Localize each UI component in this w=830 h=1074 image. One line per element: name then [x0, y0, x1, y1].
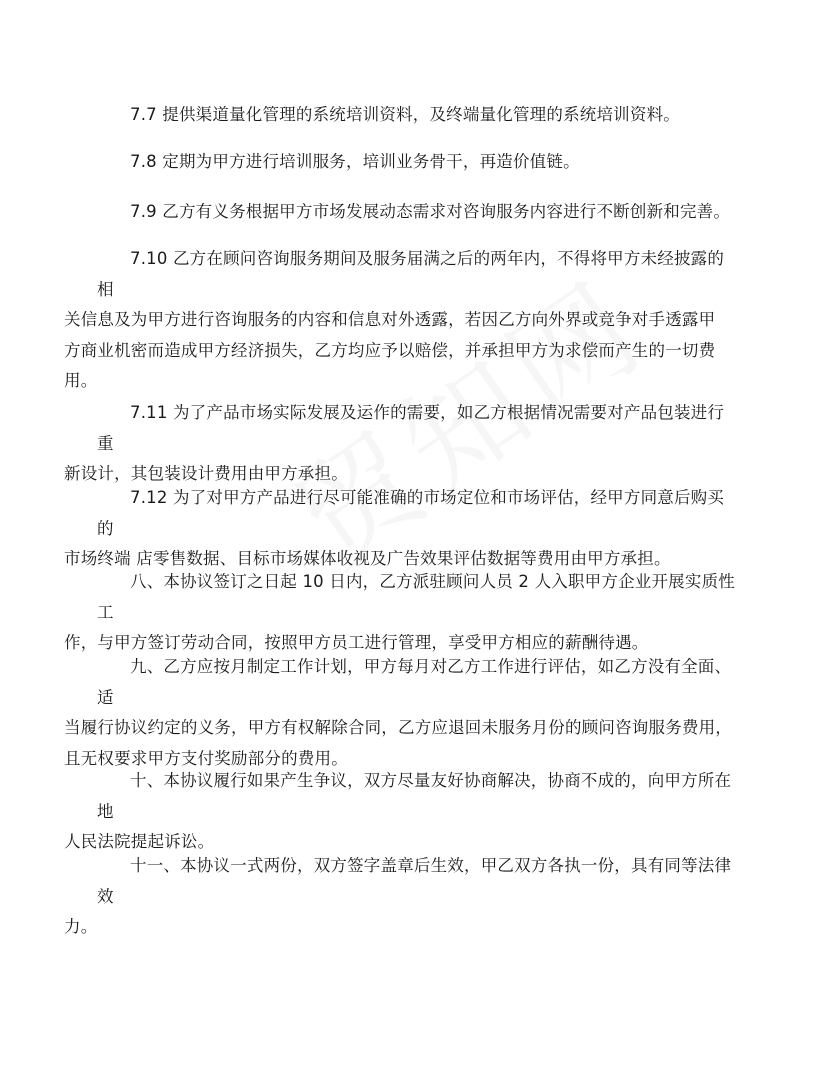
- paragraph-line: 新设计，其包装设计费用由甲方承担。: [64, 464, 348, 483]
- paragraph-line: 当履行协议约定的义务，甲方有权解除合同，乙方应退回未服务月份的顾问咨询服务费用，: [64, 718, 732, 737]
- paragraph-line: 十、本协议履行如果产生争议，双方尽量友好协商解决，协商不成的，向甲方所在地: [97, 771, 732, 821]
- paragraph-7-9: [97, 197, 737, 228]
- paragraph-line: 作，与甲方签订劳动合同，按照甲方员工进行管理，享受甲方相应的薪酬待遇。: [64, 633, 649, 652]
- paragraph-8: [64, 567, 737, 659]
- paragraph-7-8: [97, 147, 737, 178]
- paragraph-line: 7.11 为了产品市场实际发展及运作的需要，如乙方根据情况需要对产品包装进行重: [97, 403, 725, 453]
- paragraph-line: 力。: [64, 917, 98, 936]
- paragraph-line: 九、乙方应按月制定工作计划，甲方每月对乙方工作进行评估，如乙方没有全面、适: [97, 657, 732, 707]
- paragraph-9: [64, 652, 737, 774]
- paragraph-line: 用。: [64, 371, 98, 390]
- paragraph-line: 十一、本协议一式两份，双方签字盖章后生效，甲乙双方各执一份，具有同等法律效: [97, 856, 732, 906]
- paragraph-10: [64, 766, 737, 858]
- paragraph-line: 八、本协议签订之日起 10 日内，乙方派驻顾问人员 2 人入职甲方企业开展实质性工: [97, 572, 735, 622]
- paragraph-7-12: [64, 483, 737, 575]
- paragraph-line: 且无权要求甲方支付奖励部分的费用。: [64, 748, 348, 768]
- paragraph-7-7: [97, 100, 737, 131]
- paragraph-7-10: [64, 244, 737, 397]
- paragraph-line: 7.12 为了对甲方产品进行尽可能准确的市场定位和市场评估，经甲方同意后购买的: [97, 488, 725, 538]
- paragraph-line: 市场终端 店零售数据、目标市场媒体收视及广告效果评估数据等费用由甲方承担。: [64, 549, 671, 568]
- paragraph-line: 7.7 提供渠道量化管理的系统培训资料，及终端量化管理的系统培训资料。: [130, 105, 680, 124]
- paragraph-line: 7.8 定期为甲方进行培训服务，培训业务骨干，再造价值链。: [130, 152, 580, 171]
- paragraph-7-11: [64, 398, 737, 490]
- paragraph-line: 7.9 乙方有义务根据甲方市场发展动态需求对咨询服务内容进行不断创新和完善。: [130, 202, 731, 221]
- paragraph-line: 方商业机密而造成甲方经济损失，乙方均应予以赔偿，并承担甲方为求偿而产生的一切费: [64, 340, 716, 360]
- paragraph-line: 关信息及为甲方进行咨询服务的内容和信息对外透露，若因乙方向外界或竞争对手透露甲: [64, 310, 716, 329]
- paragraph-line: 7.10 乙方在顾问咨询服务期间及服务届满之后的两年内，不得将甲方未经披露的相: [97, 249, 725, 299]
- paragraph-line: 人民法院提起诉讼。: [64, 832, 215, 851]
- paragraph-11: [64, 851, 737, 943]
